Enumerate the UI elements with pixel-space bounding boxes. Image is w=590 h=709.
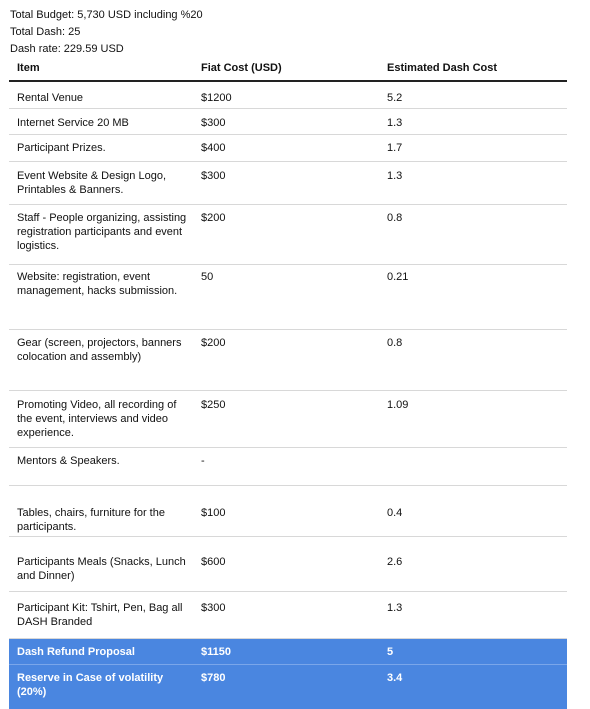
header-fiat-cost: Fiat Cost (USD) — [201, 62, 282, 74]
item-cell: Event Website & Design Logo, Printables & Banners. — [17, 170, 166, 196]
item-cell: Rental Venue — [17, 92, 84, 104]
item-cell: Mentors & Speakers. — [17, 455, 120, 467]
item-cell: Participant Prizes. — [17, 142, 106, 154]
highlight-row-reserve — [9, 665, 567, 709]
dash-cost-cell: 2.6 — [387, 556, 403, 568]
table-header — [9, 60, 567, 82]
dash-cost-cell: 1.3 — [387, 602, 403, 614]
dash-cost-cell: 5 — [387, 646, 394, 658]
highlight-row-refund — [9, 639, 567, 665]
dash-cost-cell: 0.4 — [387, 507, 403, 519]
fiat-cost-cell: - — [201, 455, 205, 467]
table-row — [9, 135, 567, 162]
dash-cost-cell: 1.3 — [387, 170, 403, 182]
dash-rate-text: Dash rate: 229.59 USD — [10, 43, 124, 55]
fiat-cost-cell: $400 — [201, 142, 226, 154]
dash-cost-cell: 0.8 — [387, 212, 403, 224]
fiat-cost-cell: $780 — [201, 672, 226, 684]
item-cell: Dash Refund Proposal — [17, 646, 135, 658]
table-row — [9, 592, 567, 639]
dash-cost-cell: 1.7 — [387, 142, 403, 154]
header-dash-cost: Estimated Dash Cost — [387, 62, 498, 74]
fiat-cost-cell: $300 — [201, 602, 226, 614]
item-cell: Participant Kit: Tshirt, Pen, Bag all DASH Branded — [17, 602, 183, 628]
dash-cost-cell: 0.21 — [387, 271, 409, 283]
item-cell: Participants Meals (Snacks, Lunch and Dinner) — [17, 556, 186, 582]
fiat-cost-cell: $300 — [201, 170, 226, 182]
table-row — [9, 109, 567, 135]
dash-cost-cell: 5.2 — [387, 92, 403, 104]
item-cell: Gear (screen, projectors, banners colocation and assembly) — [17, 337, 182, 363]
fiat-cost-cell: $100 — [201, 507, 226, 519]
item-cell: Tables, chairs, furniture for the participants. — [17, 507, 165, 533]
table-row — [9, 162, 567, 205]
budget-table — [9, 60, 567, 698]
item-cell: Reserve in Case of volatility (20%) — [17, 672, 164, 698]
table-row — [9, 265, 567, 330]
item-cell: Promoting Video, all recording of the event, interviews and video experience. — [17, 399, 177, 439]
fiat-cost-cell: 50 — [201, 271, 214, 283]
dash-cost-cell: 3.4 — [387, 672, 403, 684]
table-row — [9, 486, 567, 537]
total-dash-text: Total Dash: 25 — [10, 26, 81, 38]
fiat-cost-cell: $200 — [201, 337, 226, 349]
dash-cost-cell: 0.8 — [387, 337, 403, 349]
total-budget-text: Total Budget: 5,730 USD including %20 — [10, 9, 203, 21]
fiat-cost-cell: $600 — [201, 556, 226, 568]
fiat-cost-cell: $1200 — [201, 92, 232, 104]
table-row — [9, 448, 567, 486]
table-row — [9, 537, 567, 592]
item-cell: Website: registration, event management, hacks submission. — [17, 271, 178, 297]
item-cell: Staff - People organizing, assisting registration participants and event logistics. — [17, 212, 187, 252]
fiat-cost-cell: $250 — [201, 399, 226, 411]
fiat-cost-cell: $1150 — [201, 646, 231, 658]
budget-summary — [10, 7, 203, 58]
header-item: Item — [17, 62, 40, 74]
table-row — [9, 391, 567, 448]
fiat-cost-cell: $200 — [201, 212, 226, 224]
table-row — [9, 82, 567, 109]
table-row — [9, 330, 567, 391]
item-cell: Internet Service 20 MB — [17, 117, 129, 129]
fiat-cost-cell: $300 — [201, 117, 226, 129]
dash-cost-cell: 1.09 — [387, 399, 409, 411]
dash-cost-cell: 1.3 — [387, 117, 403, 129]
table-row — [9, 205, 567, 265]
